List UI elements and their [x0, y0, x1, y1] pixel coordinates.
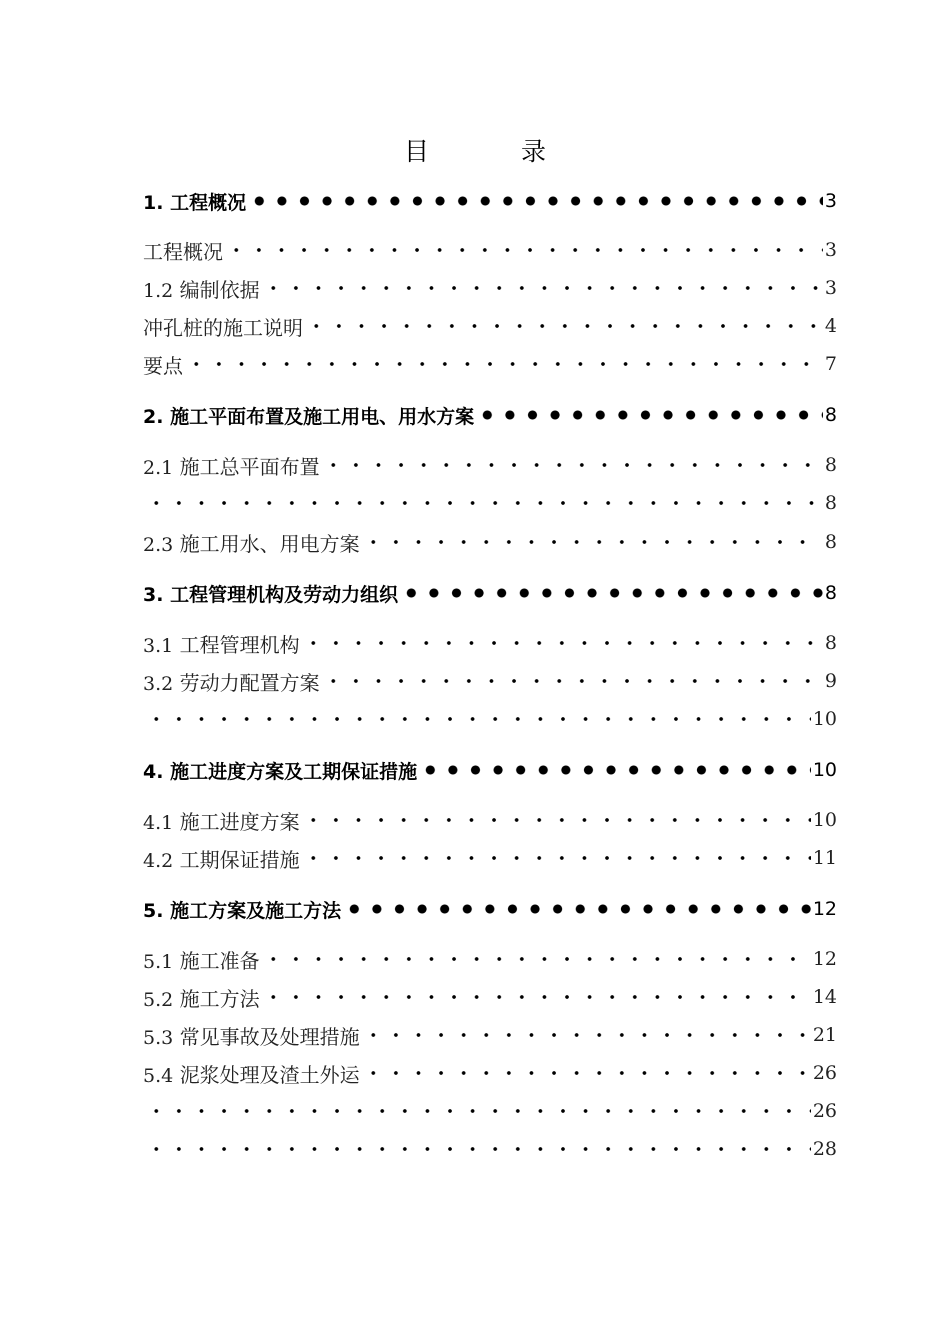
toc-page-number: 8	[824, 492, 837, 514]
dot-leader	[262, 273, 823, 303]
toc-entry-number: 5.1	[143, 950, 174, 973]
toc-page-number: 10	[812, 809, 837, 831]
toc-entry-number: 5.3	[143, 1026, 174, 1049]
toc-entry-text: 泥浆处理及渣土外运	[179, 1062, 360, 1087]
dot-leader	[343, 894, 811, 924]
toc-page-number: 8	[824, 531, 837, 553]
toc-entry-number: 5.2	[143, 988, 174, 1011]
toc-entry-number: 2.	[143, 405, 164, 428]
toc-entry-text: 施工用水、用电方案	[179, 531, 360, 556]
toc-entry-title	[143, 757, 417, 784]
toc-entry-title	[143, 451, 320, 480]
toc-page-number: 4	[824, 315, 837, 337]
toc-page-number: 10	[812, 708, 837, 730]
toc-entry-text: 施工总平面布置	[179, 454, 320, 479]
toc-page-number: 21	[812, 1024, 837, 1046]
toc-entry-title	[143, 580, 398, 607]
toc-page-number: 10	[812, 759, 837, 781]
toc-chapter-entry[interactable]	[143, 400, 837, 430]
toc-section-entry[interactable]	[143, 349, 837, 379]
toc-section-entry[interactable]	[143, 1058, 837, 1088]
toc-entry-text: 施工平面布置及施工用电、用水方案	[170, 405, 475, 428]
toc-entry-text: 工程概况	[170, 191, 247, 214]
dot-leader	[262, 982, 811, 1012]
toc-entry-title	[143, 629, 300, 658]
toc-entry-title	[143, 274, 260, 303]
dot-leader	[225, 235, 823, 265]
toc-section-entry[interactable]	[143, 805, 837, 835]
toc-entry-text: 编制依据	[179, 277, 260, 302]
toc-entry-title	[143, 236, 223, 265]
toc-section-entry[interactable]	[143, 273, 837, 303]
dot-leader	[145, 704, 811, 734]
dot-leader	[362, 1020, 811, 1050]
toc-entry-text: 施工方案及施工方法	[170, 899, 342, 922]
dot-leader	[305, 311, 823, 341]
toc-entry-number: 2.1	[143, 456, 174, 479]
toc-section-entry[interactable]	[143, 704, 837, 734]
toc-chapter-entry[interactable]	[143, 186, 837, 216]
toc-page-number: 12	[812, 948, 837, 970]
toc-page-number: 12	[812, 898, 837, 920]
dot-leader	[262, 944, 811, 974]
dot-leader	[362, 527, 823, 557]
toc-entry-text: 施工进度方案及工期保证措施	[170, 760, 418, 783]
toc-page-number: 8	[824, 632, 837, 654]
toc-chapter-entry[interactable]	[143, 894, 837, 924]
toc-entry-text: 要点	[143, 353, 183, 378]
toc-chapter-entry[interactable]	[143, 755, 837, 785]
toc-entry-title	[143, 188, 246, 215]
toc-entry-number: 2.3	[143, 533, 174, 556]
toc-entry-number: 4.	[143, 760, 164, 783]
toc-page-number: 8	[824, 404, 837, 426]
toc-entry-number: 5.	[143, 899, 164, 922]
toc-entry-text: 施工准备	[179, 948, 260, 973]
toc-entry-title	[143, 1021, 360, 1050]
toc-entry-title	[143, 945, 260, 974]
toc-page-number: 11	[812, 847, 837, 869]
toc-entry-title	[143, 806, 300, 835]
dot-leader	[145, 1096, 811, 1126]
toc-section-entry[interactable]	[143, 628, 837, 658]
toc-page-number: 14	[812, 986, 837, 1008]
dot-leader	[322, 450, 823, 480]
toc-section-entry[interactable]	[143, 944, 837, 974]
toc-section-entry[interactable]	[143, 843, 837, 873]
dot-leader	[145, 488, 823, 518]
toc-entry-title	[143, 667, 320, 696]
toc-entry-number: 5.4	[143, 1064, 174, 1087]
toc-entry-number: 3.2	[143, 672, 174, 695]
toc-section-entry[interactable]	[143, 1134, 837, 1164]
dot-leader	[400, 578, 823, 608]
toc-page-number: 9	[824, 670, 837, 692]
toc-page-number: 26	[812, 1100, 837, 1122]
toc-page-number: 3	[824, 190, 837, 212]
toc-section-entry[interactable]	[143, 450, 837, 480]
toc-entry-title	[143, 402, 474, 429]
toc-entry-text: 工程管理机构	[179, 632, 300, 657]
toc-entry-title	[143, 350, 183, 379]
toc-entry-text: 工程管理机构及劳动力组织	[170, 583, 399, 606]
toc-entry-text: 施工进度方案	[179, 809, 300, 834]
toc-entry-title	[143, 983, 260, 1012]
toc-section-entry[interactable]	[143, 311, 837, 341]
toc-entry-number: 1.2	[143, 279, 174, 302]
toc-section-entry[interactable]	[143, 488, 837, 518]
toc-entry-text: 工期保证措施	[179, 847, 300, 872]
toc-entry-text: 工程概况	[143, 239, 223, 264]
toc-section-entry[interactable]	[143, 235, 837, 265]
toc-chapter-entry[interactable]	[143, 578, 837, 608]
toc-entry-number: 4.1	[143, 811, 174, 834]
dot-leader	[302, 805, 811, 835]
dot-leader	[185, 349, 823, 379]
dot-leader	[248, 186, 823, 216]
toc-entry-number: 1.	[143, 191, 164, 214]
toc-entry-title	[143, 1059, 360, 1088]
dot-leader	[322, 666, 823, 696]
toc-entry-text: 冲孔桩的施工说明	[143, 315, 303, 340]
toc-entry-text: 常见事故及处理措施	[179, 1024, 360, 1049]
dot-leader	[476, 400, 823, 430]
toc-section-entry[interactable]	[143, 982, 837, 1012]
toc-entry-title	[143, 312, 303, 341]
toc-page-number: 8	[824, 454, 837, 476]
toc-section-entry[interactable]	[143, 527, 837, 557]
toc-page-number: 3	[824, 277, 837, 299]
toc-section-entry[interactable]	[143, 1020, 837, 1050]
toc-entry-number: 3.	[143, 583, 164, 606]
toc-page-number: 3	[824, 239, 837, 261]
dot-leader	[362, 1058, 811, 1088]
toc-entry-number: 3.1	[143, 634, 174, 657]
toc-entry-text: 施工方法	[179, 986, 260, 1011]
dot-leader	[302, 843, 811, 873]
toc-page-number: 26	[812, 1062, 837, 1084]
toc-entry-number: 4.2	[143, 849, 174, 872]
toc-entry-title	[143, 528, 360, 557]
page-title: 目 录	[404, 137, 588, 166]
toc-entry-title	[143, 896, 341, 923]
toc-section-entry[interactable]	[143, 666, 837, 696]
toc-page-number: 7	[824, 353, 837, 375]
toc-page-number: 28	[812, 1138, 837, 1160]
toc-entry-title	[143, 844, 300, 873]
dot-leader	[302, 628, 823, 658]
dot-leader	[419, 755, 811, 785]
dot-leader	[145, 1134, 811, 1164]
toc-page-number: 8	[824, 582, 837, 604]
toc-entry-text: 劳动力配置方案	[179, 670, 320, 695]
toc-section-entry[interactable]	[143, 1096, 837, 1126]
